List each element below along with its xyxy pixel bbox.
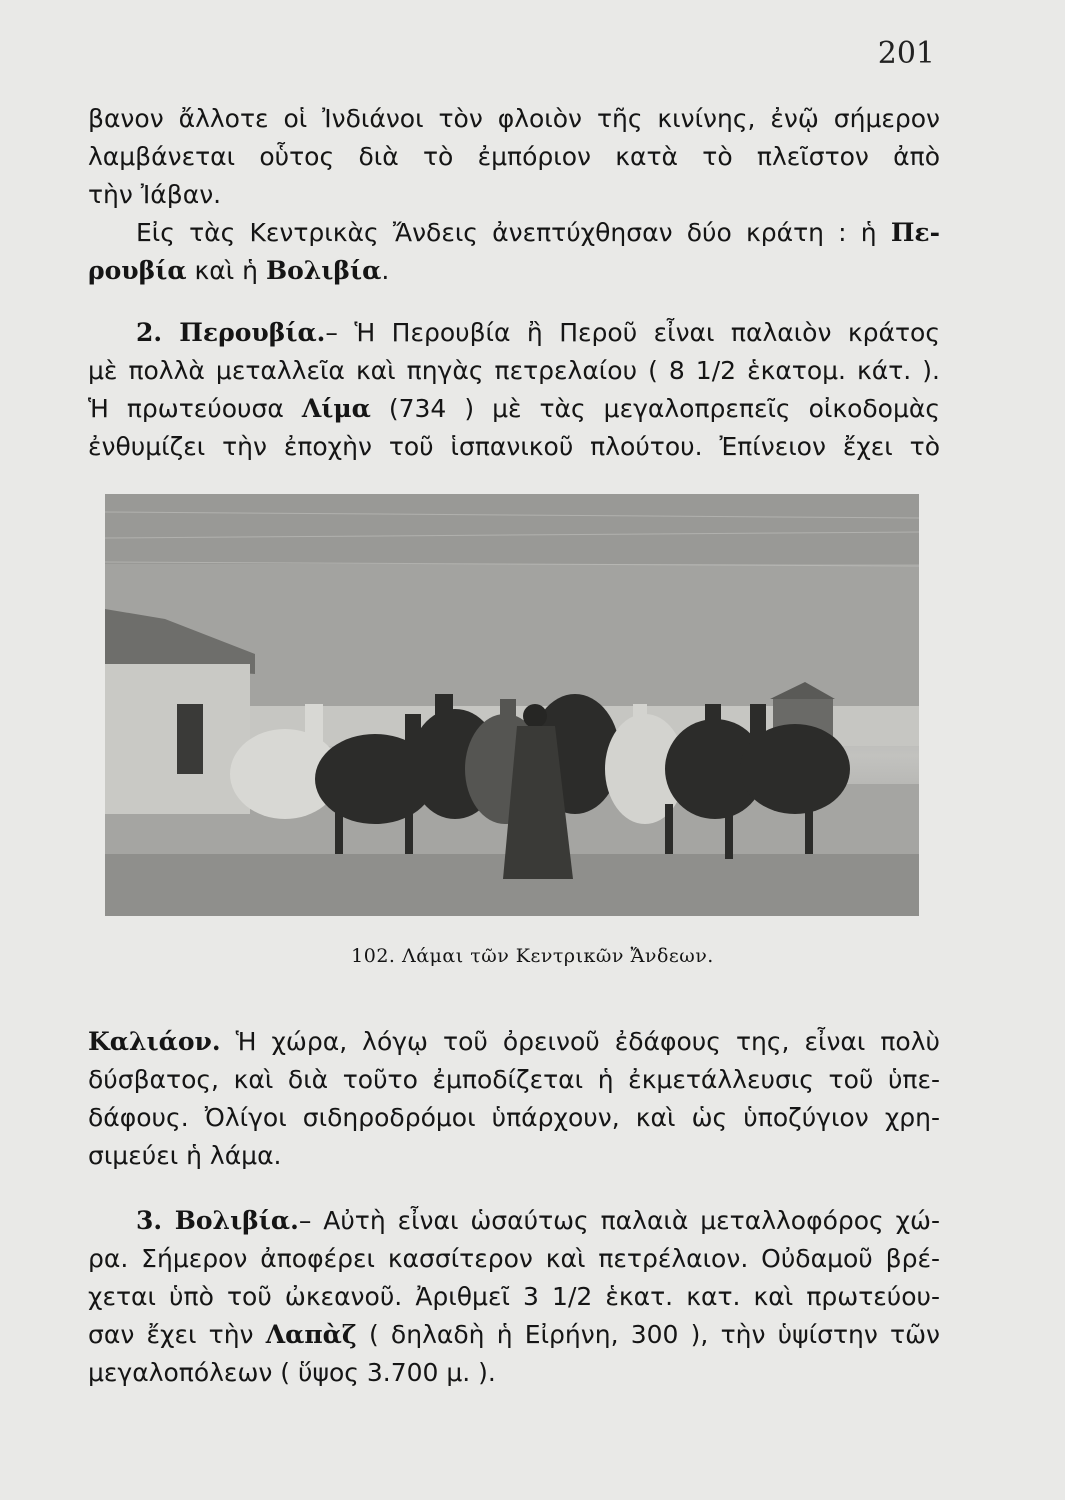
section-callao [88, 1023, 940, 1175]
text-line [88, 390, 940, 428]
section-bolivia [88, 1202, 940, 1392]
bold-term: Λίμα [301, 394, 371, 423]
text-line [88, 214, 940, 252]
text-line: λαμβάνεται οὗτος διὰ τὸ ἐμπόριον κατὰ τὸ πλεῖστον ἀπὸ [88, 142, 940, 171]
text-span: – Αὐτὴ εἶναι ὡσαύτως παλαιὰ μεταλλοφόρος χώ- [298, 1206, 940, 1235]
text-line [88, 1023, 940, 1061]
text-line: δάφους. Ὀλίγοι σιδηροδρόμοι ὑπάρχουν, καὶ ὡς ὑποζύγιον χρη- [88, 1103, 940, 1132]
text-line [88, 314, 940, 352]
paragraph-quinine [88, 100, 940, 290]
text-line: ἐνθυμίζει τὴν ἐποχὴν τοῦ ἱσπανικοῦ πλούτου. Ἐπίνειον ἔχει τὸ [88, 432, 940, 461]
bold-term: Βολιβία [265, 256, 382, 285]
text-span: – Ἡ Περουβία ἢ Περοῦ εἶναι παλαιὸν κράτος [325, 318, 940, 347]
llama-photograph [105, 494, 919, 916]
text-line: ρα. Σήμερον ἀποφέρει κασσίτερον καὶ πετρέλαιον. Οὐδαμοῦ βρέ- [88, 1244, 940, 1273]
text-line [88, 1316, 940, 1354]
bold-term: ρουβία [88, 256, 187, 285]
text-span: . [381, 256, 390, 285]
text-span: (734 ) μὲ τὰς μεγαλοπρεπεῖς οἰκοδομὰς [370, 394, 941, 423]
bold-term: Πε- [890, 218, 940, 247]
text-line: μεγαλοπόλεων ( ὕψος 3.700 μ. ). [88, 1358, 496, 1387]
text-line: χεται ὑπὸ τοῦ ὠκεανοῦ. Ἀριθμεῖ 3 1/2 ἑκατ. κατ. καὶ πρωτεύου- [88, 1282, 940, 1311]
sky-top [105, 494, 919, 564]
text-line: μὲ πολλὰ μεταλλεῖα καὶ πηγὰς πετρελαίου ( 8 1/2 ἑκατομ. κάτ. ). [88, 356, 940, 385]
bold-term: Λαπὰζ [265, 1320, 357, 1349]
photo-illustration [105, 494, 919, 916]
text-span: Ἡ πρωτεύουσα [88, 394, 302, 423]
text-line: τὴν Ἰάβαν. [88, 180, 222, 209]
text-span: καὶ ἡ [186, 256, 266, 285]
text-line [88, 252, 940, 290]
section-heading: 2. Περουβία. [136, 318, 326, 347]
figure-caption: 102. Λάμαι τῶν Κεντρικῶν Ἄνδεων. [351, 945, 714, 967]
text-span: σαν ἔχει τὴν [88, 1320, 266, 1349]
section-peru [88, 314, 940, 466]
section-heading: Καλιάον. [88, 1027, 221, 1056]
text-span: Εἰς τὰς Κεντρικὰς Ἄνδεις ἀνεπτύχθησαν δύο κράτη : ἡ [136, 218, 891, 247]
text-line: δύσβατος, καὶ διὰ τοῦτο ἐμποδίζεται ἡ ἐκμετάλλευσις τοῦ ὑπε- [88, 1065, 940, 1094]
hut-door [177, 704, 203, 774]
text-span: ( δηλαδὴ ἡ Εἰρήνη, 300 ), τὴν ὑψίστην τῶν [356, 1320, 940, 1349]
section-heading: 3. Βολιβία. [136, 1206, 299, 1235]
text-line: βανον ἄλλοτε οἱ Ἰνδιάνοι τὸν φλοιὸν τῆς κινίνης, ἐνῷ σήμερον [88, 104, 940, 133]
text-line [88, 1202, 940, 1240]
text-line: σιμεύει ἡ λάμα. [88, 1141, 282, 1170]
text-span: Ἡ χώρα, λόγῳ τοῦ ὀρεινοῦ ἐδάφους της, εἶναι πολὺ [220, 1027, 940, 1056]
page-number: 201 [877, 36, 935, 71]
